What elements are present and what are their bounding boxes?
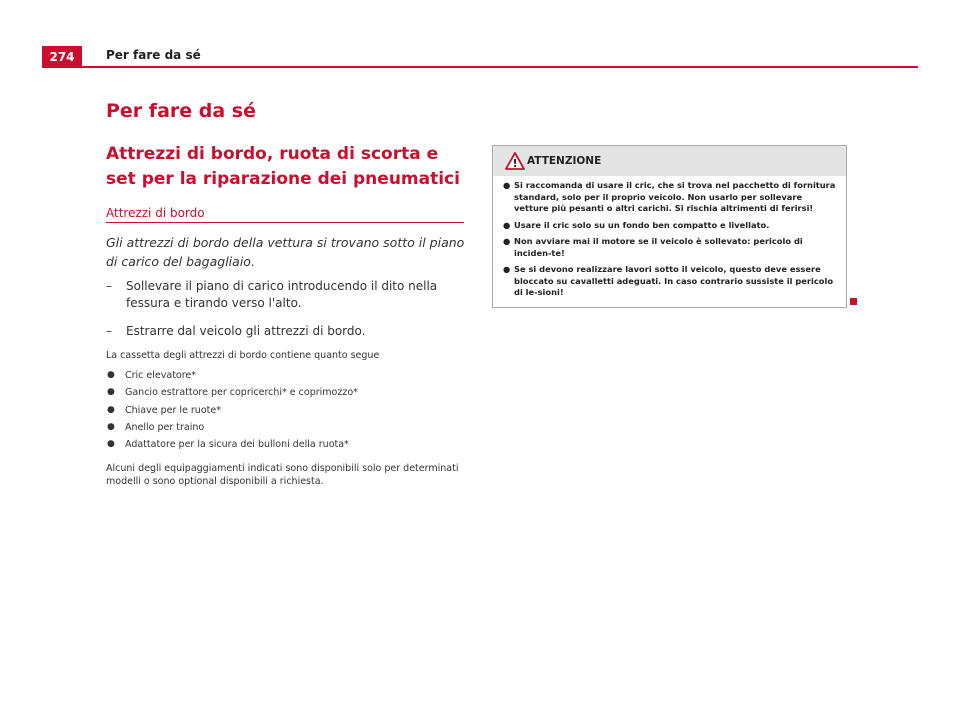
bullet-icon: ●: [503, 219, 511, 230]
warning-item-text: Usare il cric solo su un fondo ben compatto e livellato.: [514, 219, 770, 230]
warning-item: [503, 220, 839, 232]
bullet-icon: ●: [107, 387, 115, 398]
warning-triangle-icon: [505, 152, 525, 170]
step-list: [106, 278, 466, 351]
header-rule: [42, 66, 918, 68]
tool-list: [106, 369, 466, 455]
warning-item-text: Non avviare mai il motore se il veicolo è sollevato: pericolo di inciden-te!: [514, 236, 803, 258]
warning-item-text: Se si devono realizzare lavori sotto il veicolo, questo deve essere bloccato su cavalletti adeguati. In caso contrario sussiste il pericolo di le-sioni!: [514, 264, 834, 297]
list-heading: La cassetta degli attrezzi di bordo contiene quanto segue: [106, 350, 380, 361]
bullet-icon: ●: [107, 370, 115, 380]
step-item: [106, 278, 466, 312]
bullet-icon: ●: [107, 404, 115, 415]
bullet-icon: ●: [503, 180, 511, 190]
list-item-text: Adattatore per la sicura dei bulloni della ruota*: [125, 439, 349, 451]
step-text: Sollevare il piano di carico introducendo il dito nella fessura e tirando verso l'alto.: [126, 279, 438, 310]
list-item: [106, 404, 466, 421]
warning-title: ATTENZIONE: [527, 155, 602, 167]
running-header-title: Per fare da sé: [106, 48, 201, 62]
bullet-icon: ●: [107, 439, 115, 450]
warning-item: [503, 264, 839, 299]
list-item-text: Cric elevatore*: [125, 370, 197, 381]
bullet-icon: ●: [503, 236, 511, 246]
warning-icon-glyph: !: [512, 157, 518, 170]
subsection-rule: [106, 222, 464, 223]
step-item: [106, 323, 466, 340]
intro-text: Gli attrezzi di bordo della vettura si trovano sotto il piano di carico del bagagliaio.: [106, 235, 465, 269]
section-end-marker: [850, 298, 857, 305]
section-title: Attrezzi di bordo, ruota di scorta e set per la riparazione dei pneumatici: [106, 144, 460, 189]
warning-item: [503, 180, 839, 215]
availability-note: Alcuni degli equipaggiamenti indicati sono disponibili solo per determinati modelli o sono optional disponibili a richiesta.: [106, 463, 459, 487]
step-dash: –: [106, 279, 112, 293]
list-item: [106, 369, 466, 386]
page-number: 274: [42, 46, 82, 68]
chapter-title: Per fare da sé: [106, 100, 256, 122]
list-item: [106, 438, 466, 455]
warning-list: [503, 180, 839, 304]
list-item: [106, 421, 466, 438]
list-item-text: Anello per traino: [125, 421, 205, 433]
step-dash: –: [106, 324, 112, 338]
warning-item: [503, 236, 839, 259]
warning-box: [492, 145, 847, 308]
step-text: Estrarre dal veicolo gli attrezzi di bordo.: [126, 324, 366, 338]
warning-header: [493, 146, 846, 176]
list-item-text: Chiave per le ruote*: [125, 404, 221, 416]
bullet-icon: ●: [503, 264, 511, 274]
bullet-icon: ●: [107, 421, 115, 432]
subsection-title: Attrezzi di bordo: [106, 206, 205, 220]
list-item: [106, 386, 466, 403]
warning-item-text: Si raccomanda di usare il cric, che si trova nel pacchetto di fornitura standard, solo per il proprio veicolo. Non usarlo per sollevare vetture più pesanti o altri carichi. Si rischia altrimenti di ferirsi!: [514, 180, 836, 213]
list-item-text: Gancio estrattore per copricerchi* e coprimozzo*: [125, 387, 358, 399]
